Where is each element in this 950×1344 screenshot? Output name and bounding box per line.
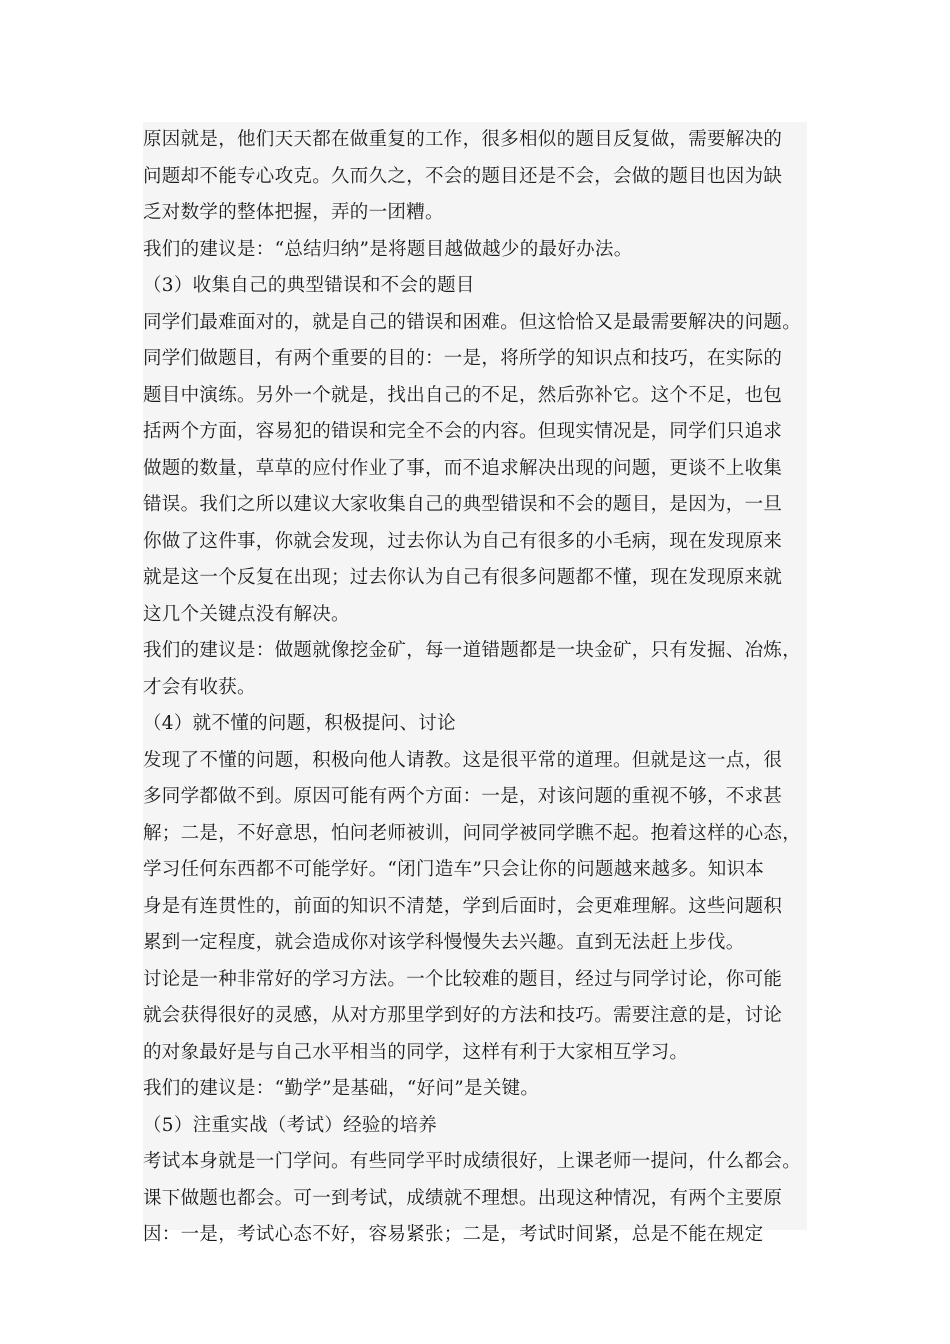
paragraph-line: 的对象最好是与自己水平相当的同学，这样有利于大家相互学习。 [143, 1041, 689, 1063]
paragraph-line: 同学们做题目，有两个重要的目的：一是，将所学的知识点和技巧，在实际的 [143, 348, 783, 369]
paragraph-line: 就会获得很好的灵感，从对方那里学到好的方法和技巧。需要注意的是，讨论 [143, 1005, 783, 1026]
paragraph-line: 讨论是一种非常好的学习方法。一个比较难的题目，经过与同学讨论，你可能 [143, 968, 783, 990]
paragraph-line: 同学们最难面对的，就是自己的错误和困难。但这恰恰又是最需要解决的问题。 [143, 311, 802, 333]
paragraph-line: 错误。我们之所以建议大家收集自己的典型错误和不会的题目，是因为，一旦 [143, 494, 783, 515]
paragraph-line: 才会有收获。 [143, 676, 256, 698]
paragraph-line: 解；二是，不好意思，怕问老师被训，问同学被同学瞧不起。抱着这样的心态， [143, 822, 802, 844]
paragraph-line: 我们的建议是：做题就像挖金矿，每一道错题都是一块金矿，只有发掘、冶炼， [143, 640, 802, 661]
paragraph-line: 你做了这件事，你就会发现，过去你认为自己有很多的小毛病，现在发现原来 [143, 530, 783, 552]
paragraph-line: 身是有连贯性的，前面的知识不清楚，学到后面时，会更难理解。这些问题积 [143, 895, 783, 917]
paragraph-line: 多同学都做不到。原因可能有两个方面：一是，对该问题的重视不够，不求甚 [143, 786, 783, 807]
paragraph-line: 我们的建议是：“总结归纳”是将题目越做越少的最好办法。 [143, 238, 633, 260]
paragraph-line: 问题却不能专心攻克。久而久之，不会的题目还是不会，会做的题目也因为缺 [143, 165, 783, 187]
paragraph-line: 原因就是，他们天天都在做重复的工作，很多相似的题目反复做，需要解决的 [143, 129, 783, 150]
paragraph-line: 学习任何东西都不可能学好。“闭门造车”只会让你的问题越来越多。知识本 [143, 859, 765, 880]
paragraph-line: 发现了不懂的问题，积极向他人请教。这是很平常的道理。但就是这一点，很 [143, 749, 783, 771]
paragraph-line: 我们的建议是：“勤学”是基础，“好问”是关键。 [143, 1078, 540, 1099]
paragraph-line: 括两个方面，容易犯的错误和完全不会的内容。但现实情况是，同学们只追求 [143, 421, 783, 442]
section-heading: （5）注重实战（考试）经验的培养 [143, 1114, 438, 1136]
paragraph-line: 就是这一个反复在出现；过去你认为自己有很多问题都不懂，现在发现原来就 [143, 567, 783, 588]
paragraph-line: 做题的数量，草草的应付作业了事，而不追求解决出现的问题，更谈不上收集 [143, 457, 783, 479]
paragraph-line: 乏对数学的整体把握，弄的一团糟。 [143, 202, 444, 223]
paragraph-line: 累到一定程度，就会造成你对该学科慢慢失去兴趣。直到无法赶上步伐。 [143, 932, 745, 953]
paragraph-line: 因：一是，考试心态不好，容易紧张；二是，考试时间紧，总是不能在规定 [143, 1224, 764, 1245]
document-body [143, 122, 807, 1245]
paragraph-line: 课下做题也都会。可一到考试，成绩就不理想。出现这种情况，有两个主要原 [143, 1187, 783, 1209]
paragraph-line: 考试本身就是一门学问。有些同学平时成绩很好，上课老师一提问，什么都会。 [143, 1151, 802, 1172]
section-heading: （3）收集自己的典型错误和不会的题目 [143, 275, 475, 296]
paragraph-line: 题目中演练。另外一个就是，找出自己的不足，然后弥补它。这个不足，也包 [143, 384, 783, 406]
paragraph-line: 这几个关键点没有解决。 [143, 603, 350, 625]
section-heading: （4）就不懂的问题，积极提问、讨论 [143, 713, 456, 734]
